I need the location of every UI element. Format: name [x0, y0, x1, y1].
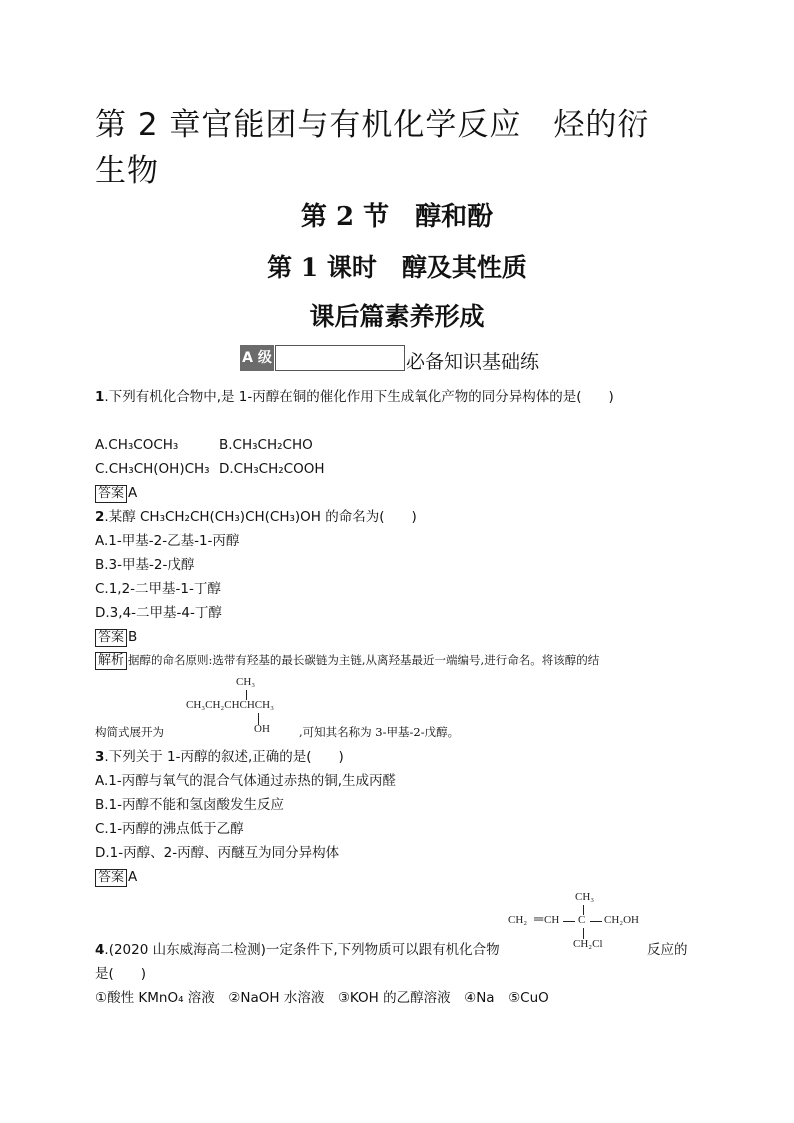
lesson-title: 第 1 课时 醇及其性质 [267, 253, 527, 282]
analysis-tag: 解析 [95, 652, 127, 670]
q2-stem [95, 507, 417, 527]
q1-option-b: B.CH₃CH₂CHO [219, 437, 313, 453]
q3-option-d: D.1-丙醇、2-丙醇、丙醚互为同分异构体 [95, 845, 340, 861]
q2-option-b: B.3-甲基-2-戊醇 [95, 557, 195, 573]
q2-analysis-line2-pre: 构简式展开为 [95, 725, 164, 739]
section-title: 第 2 节 醇和酚 [300, 202, 494, 232]
q4-formula-bond-right [590, 921, 602, 922]
q4-formula-center: C [578, 914, 586, 926]
chapter-title-line1: 第 2 章官能团与有机化学反应 烃的衍 [95, 107, 650, 143]
q4-options: ①酸性 KMnO₄ 溶液 ②NaOH 水溶液 ③KOH 的乙醇溶液 ④Na ⑤CuO [95, 990, 549, 1006]
q3-answer [95, 867, 137, 887]
q2-answer-value: B [128, 629, 138, 645]
q4-formula-bond-left [563, 921, 575, 922]
q4-stem-text: .(2020 山东威海高二检测)一定条件下,下列物质可以跟有机化合物 [104, 942, 500, 958]
answer-tag: 答案 [95, 629, 127, 647]
q2-analysis-text1: 据醇的命名原则:选带有羟基的最长碳链为主链,从离羟基最近一端编号,进行命名。将该醇的结 [128, 653, 600, 667]
answer-tag: 答案 [95, 869, 127, 887]
q4-stem-line2: 是( ) [95, 966, 147, 982]
q4-formula-left: CH₂ [508, 914, 528, 926]
level-title: 必备知识基础练 [406, 351, 540, 373]
q4-stem [95, 940, 500, 960]
q4-formula-double-bond: ═ [534, 911, 544, 926]
q2-answer [95, 627, 137, 647]
q1-answer-value: A [128, 485, 138, 501]
q2-number: 2 [95, 509, 105, 525]
q4-formula-right: CH₂OH [604, 914, 640, 926]
q1-stem [95, 387, 614, 407]
q3-stem-text: .下列关于 1-丙醇的叙述,正确的是( ) [104, 749, 344, 765]
q2-analysis-line2-post: ,可知其名称为 3-甲基-2-戊醇。 [299, 725, 460, 739]
q1-stem-text: .下列有机化合物中,是 1-丙醇在铜的催化作用下生成氧化产物的同分异构体的是( ) [104, 389, 614, 405]
q4-formula-bottom: CH₂Cl [573, 938, 603, 950]
q2-analysis-line1 [95, 651, 599, 670]
answer-tag: 答案 [95, 485, 127, 503]
level-box [275, 345, 405, 371]
q3-answer-value: A [128, 869, 138, 885]
q4-stem-post: 反应的 [647, 942, 688, 958]
chapter-title [95, 102, 695, 194]
q3-stem [95, 747, 344, 767]
q4-formula-mid: CH [544, 914, 560, 926]
q1-answer [95, 483, 137, 503]
q1-option-d: D.CH₃CH₂COOH [219, 461, 325, 477]
q2-option-d: D.3,4-二甲基-4-丁醇 [95, 605, 222, 621]
q3-number: 3 [95, 749, 105, 765]
q4-number: 4 [95, 942, 105, 958]
chapter-title-line2: 生物 [95, 153, 159, 189]
q2-formula-bottom: OH [254, 723, 270, 735]
q2-stem-text: .某醇 CH₃CH₂CH(CH₃)CH(CH₃)OH 的命名为( ) [104, 509, 417, 525]
q2-formula-top: CH₃ [236, 676, 256, 688]
level-badge: A 级 [240, 345, 274, 371]
q3-option-c: C.1-丙醇的沸点低于乙醇 [95, 821, 244, 837]
q2-option-c: C.1,2-二甲基-1-丁醇 [95, 581, 221, 597]
q1-number: 1 [95, 389, 105, 405]
q1-option-c: C.CH₃CH(OH)CH₃ [95, 461, 210, 477]
q4-formula-top: CH₃ [575, 891, 595, 903]
q1-option-a: A.CH₃COCH₃ [95, 437, 179, 453]
q3-option-b: B.1-丙醇不能和氢卤酸发生反应 [95, 797, 285, 813]
q2-option-a: A.1-甲基-2-乙基-1-丙醇 [95, 533, 240, 549]
q3-option-a: A.1-丙醇与氧气的混合气体通过赤热的铜,生成丙醛 [95, 773, 397, 789]
homework-title: 课后篇素养形成 [309, 302, 485, 331]
q2-formula-main: CH₃CH₂CHCHCH₃ [186, 699, 274, 711]
